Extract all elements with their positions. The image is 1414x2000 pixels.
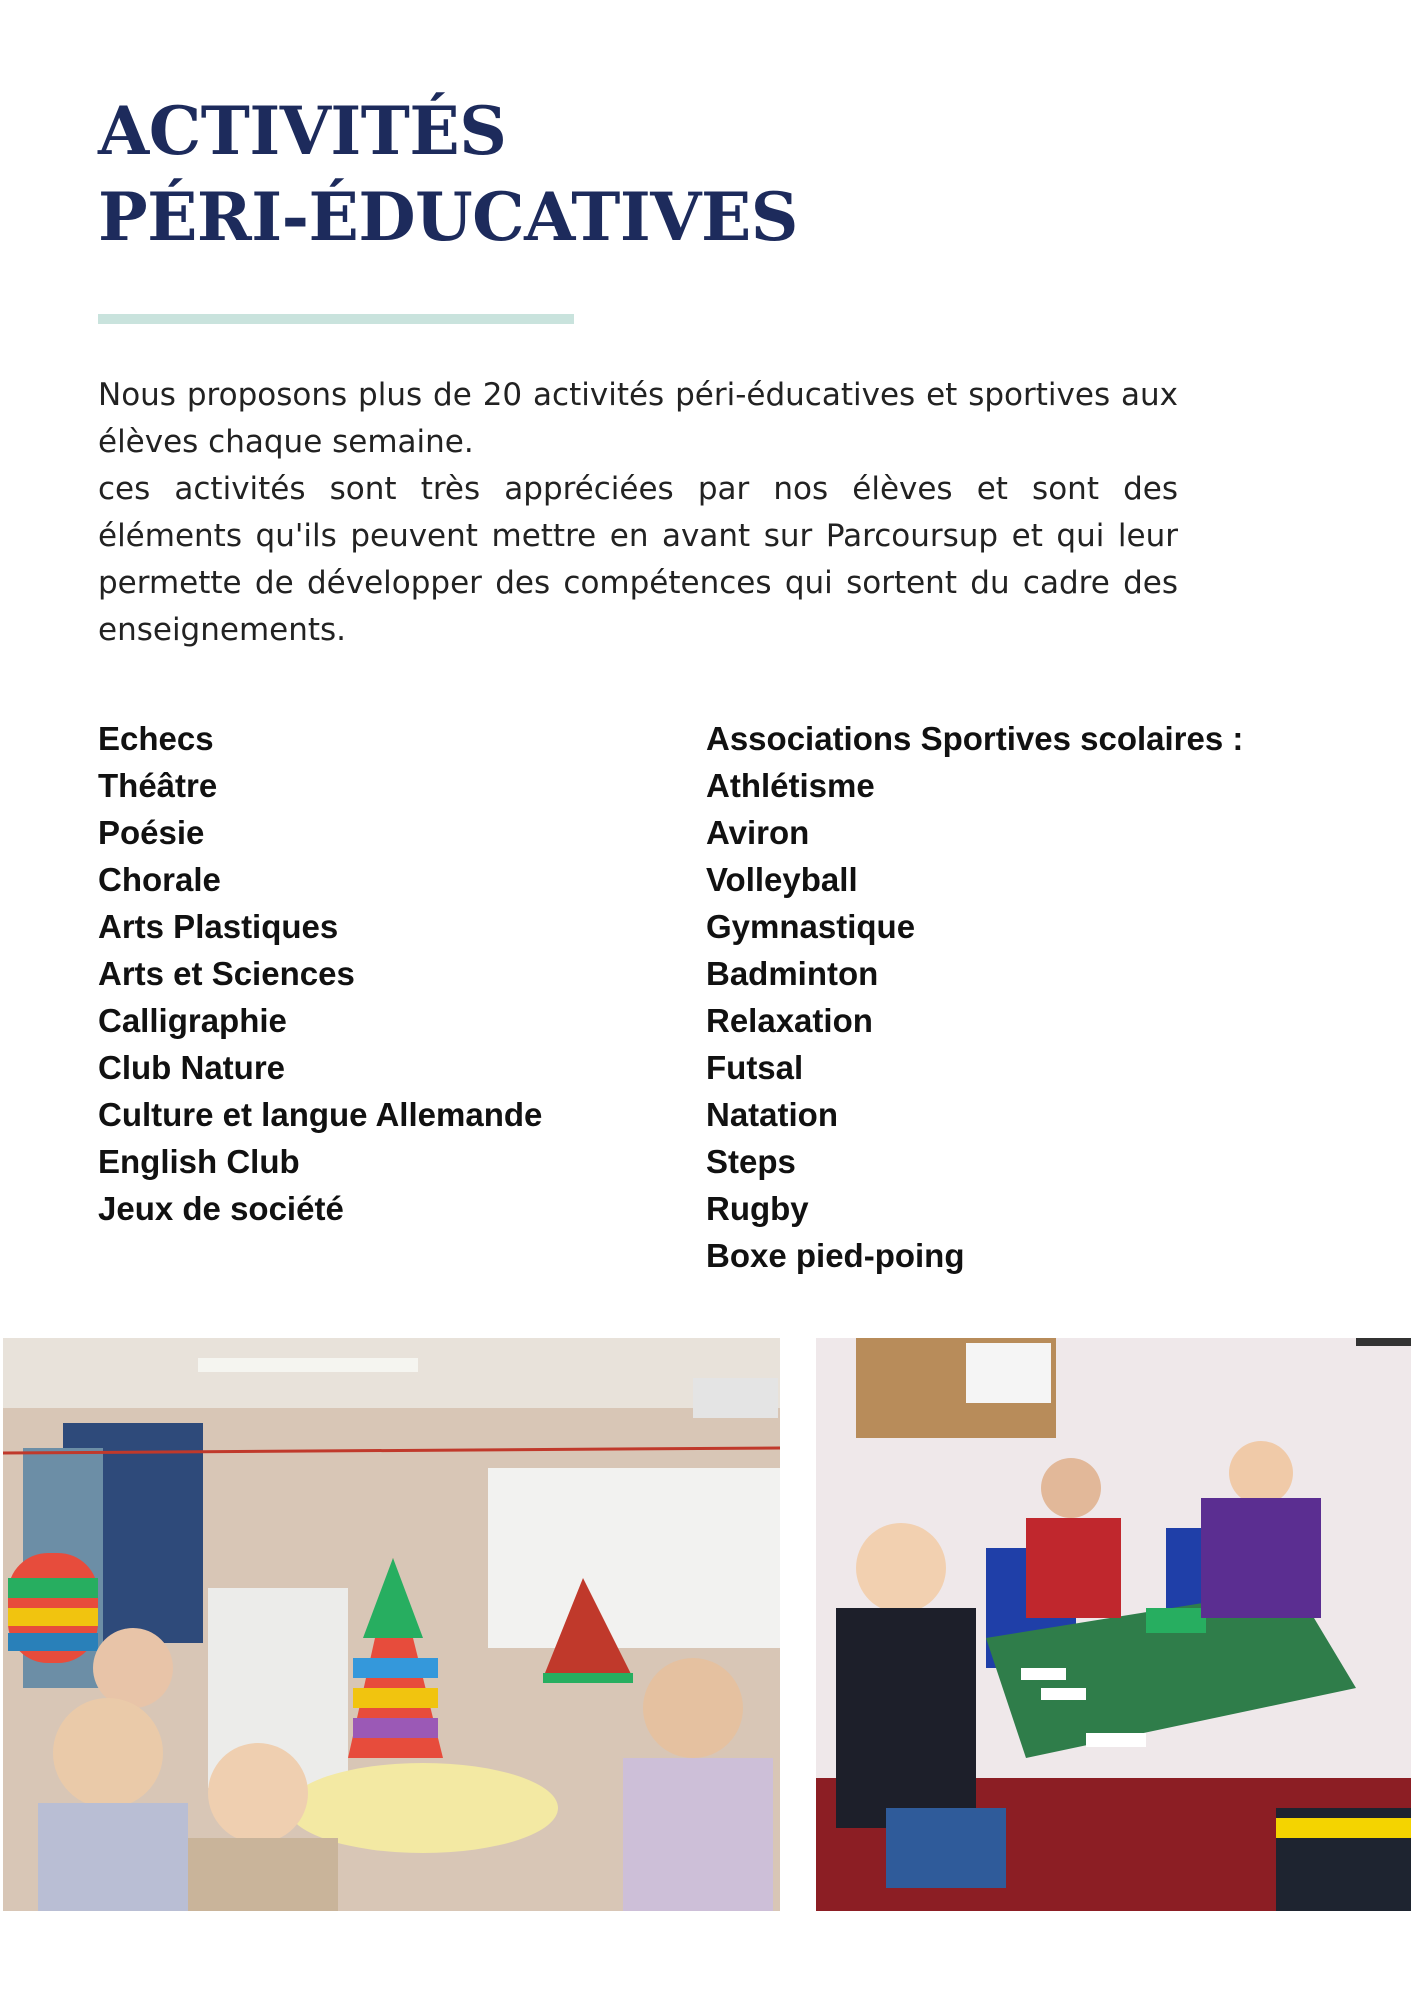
sport-item: Gymnastique (706, 908, 916, 945)
sport-item: Relaxation (706, 1002, 873, 1039)
activity-item: Poésie (98, 814, 205, 851)
activity-item: Echecs (98, 720, 214, 757)
intro-paragraph-2: ces activités sont très appréciées par nos élèves et sont des éléments qu'ils peuvent mettre en avant sur Parcoursup et qui leur permette de développer des compétences qui sortent du cadre des enseignements. (98, 471, 1178, 648)
intro-text (98, 372, 1178, 654)
activity-item: Chorale (98, 861, 221, 898)
page-title-line-2: PÉRI-ÉDUCATIVES (98, 178, 798, 256)
sport-item: Steps (706, 1143, 796, 1180)
activity-item: English Club (98, 1143, 300, 1180)
activity-item: Jeux de société (98, 1190, 344, 1227)
activity-item: Club Nature (98, 1049, 286, 1086)
accent-divider (98, 314, 574, 324)
sport-item: Badminton (706, 955, 879, 992)
intro-paragraph-1: Nous proposons plus de 20 activités péri-éducatives et sportives aux élèves chaque semaine. (98, 377, 1178, 460)
activities-list (98, 715, 542, 1232)
sport-item: Volleyball (706, 861, 858, 898)
sport-item: Rugby (706, 1190, 809, 1227)
sport-item: Boxe pied-poing (706, 1237, 965, 1274)
arts-plastiques-photo-illustration (3, 1338, 780, 1911)
jeux-de-societe-photo (816, 1338, 1411, 1911)
activity-item: Théâtre (98, 767, 218, 804)
jeux-de-societe-photo-illustration (816, 1338, 1411, 1911)
sports-header: Associations Sportives scolaires : (706, 720, 1244, 757)
sport-item: Futsal (706, 1049, 804, 1086)
activity-item: Culture et langue Allemande (98, 1096, 543, 1133)
sports-list (706, 715, 1243, 1279)
sport-item: Athlétisme (706, 767, 875, 804)
page-title-line-1: ACTIVITÉS (98, 92, 507, 170)
sport-item: Aviron (706, 814, 810, 851)
page-title (98, 88, 798, 260)
arts-plastiques-photo (3, 1338, 780, 1911)
sport-item: Natation (706, 1096, 838, 1133)
activity-item: Arts et Sciences (98, 955, 355, 992)
activity-item: Calligraphie (98, 1002, 287, 1039)
activity-item: Arts Plastiques (98, 908, 339, 945)
